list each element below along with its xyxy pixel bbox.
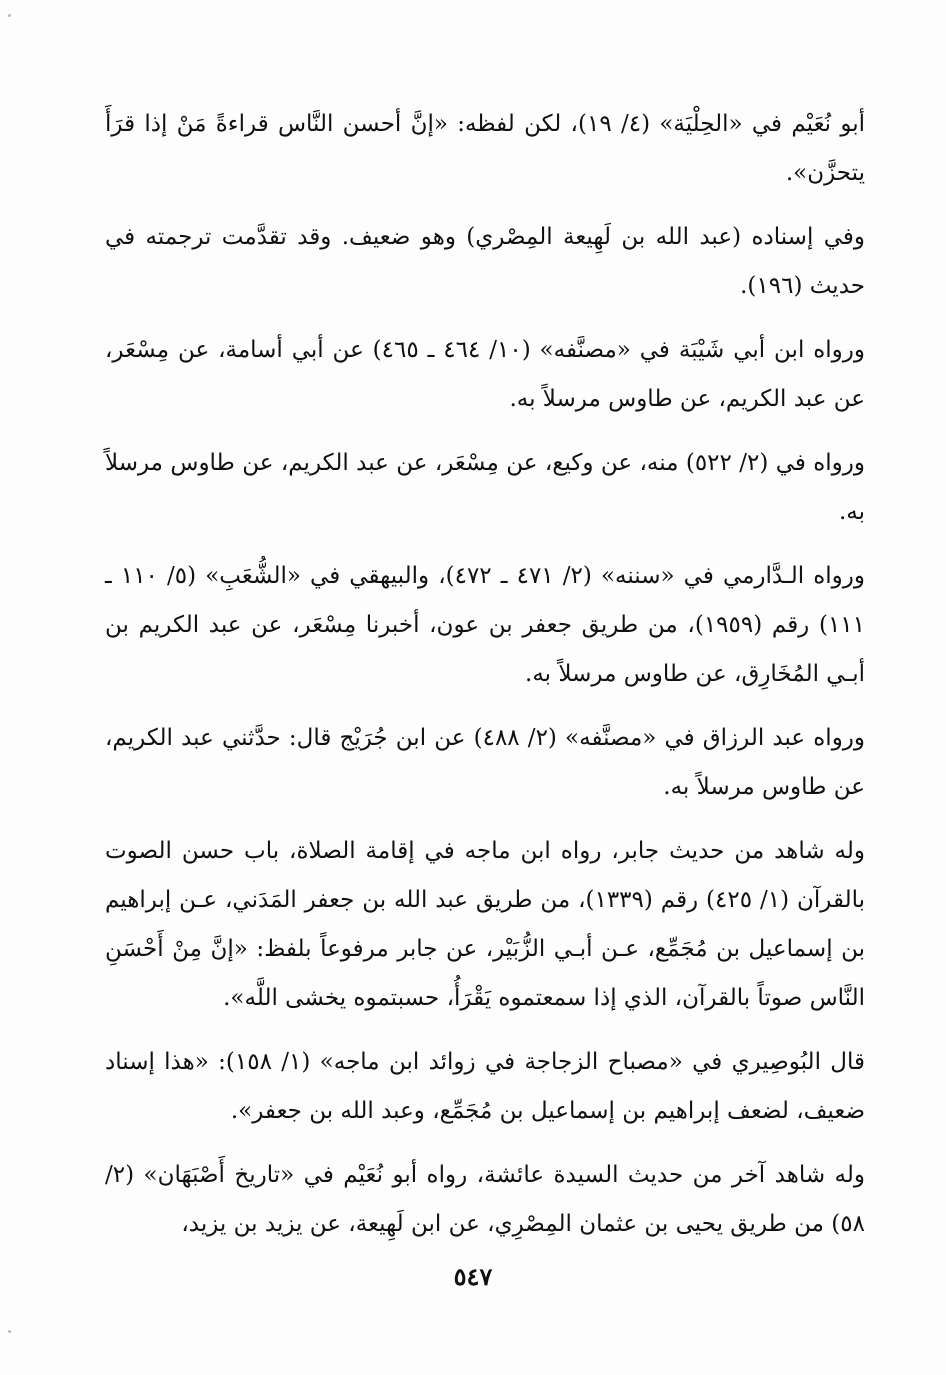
paragraph-9: وله شاهد آخر من حديث السيدة عائشة، رواه أبو نُعَيْم في «تاريخ أَصْبَهَان» (٢/ ٥٨) من طريق يحيى بن عثمان المِصْرِي، عن ابن لَهِيعة، عن يزيد بن يزيد، (105, 1162, 865, 1237)
paragraph-7: وله شاهد من حديث جابر، رواه ابن ماجه في إقامة الصلاة، باب حسن الصوت بالقرآن (١/ ٤٢٥) رقم (١٣٣٩)، من طريق عبد الله بن جعفر المَدَني، عـن إبراهيم بن إسماعيل بن مُجَمِّع، عـن أبـي الزُّبَيْر، عن جابر مرفوعاً بلفظ: «إنَّ مِنْ أَحْسَنِ النَّاس صوتاً بالقرآن، الذي إذا سمعتموه يَقْرَأُ، حسبتموه يخشى اللَّه». (105, 838, 866, 1011)
paragraph-2: وفي إسناده (عبد الله بن لَهِيعة المِصْري) وهو ضعيف. وقد تقدَّمت ترجمته في حديث (١٩٦). (105, 224, 865, 299)
paragraph-6: ورواه عبد الرزاق في «مصنَّفه» (٢/ ٤٨٨) عن ابن جُرَيْج قال: حدَّثني عبد الكريم، عن طاوس مرسلاً به. (105, 725, 866, 800)
paragraph-4: ورواه في (٢/ ٥٢٢) منه، عن وكيع، عن مِسْعَر، عن عبد الكريم، عن طاوس مرسلاً به. (105, 450, 865, 525)
page-number: ٥٤٧ (453, 1262, 493, 1291)
paragraph-8: قال البُوصِيري في «مصباح الزجاجة في زوائد ابن ماجه» (١/ ١٥٨): «هذا إسناد ضعيف، لضعف إبراهيم بن إسماعيل بن مُجَمِّع، وعبد الله بن جعفر». (105, 1049, 865, 1124)
paragraph-3: ورواه ابن أبي شَيْبَة في «مصنَّفه» (١٠/ ٤٦٤ ـ ٤٦٥) عن أبي أسامة، عن مِسْعَر، عن عبد الكريم، عن طاوس مرسلاً به. (105, 337, 866, 412)
paragraph-1: أبو نُعَيْم في «الحِلْيَة» (٤/ ١٩)، لكن لفظه: «إنَّ أحسن النَّاس قراءةً مَنْ إذا قرَأَ يتحزَّن». (105, 111, 866, 186)
scan-speck (8, 14, 11, 17)
paragraph-5: ورواه الـدَّارمي في «سننه» (٢/ ٤٧١ ـ ٤٧٢)، والبيهقي في «الشُّعَبِ» (٥/ ١١٠ ـ ١١١) رقم (١٩٥٩)، من طريق جعفر بن عون، أخبرنا مِسْعَر، عن عبد الكريم بن أبـي المُخَارِق، عن طاوس مرسلاً به. (105, 563, 866, 687)
body-text (105, 100, 865, 1264)
scan-speck (8, 1330, 11, 1333)
